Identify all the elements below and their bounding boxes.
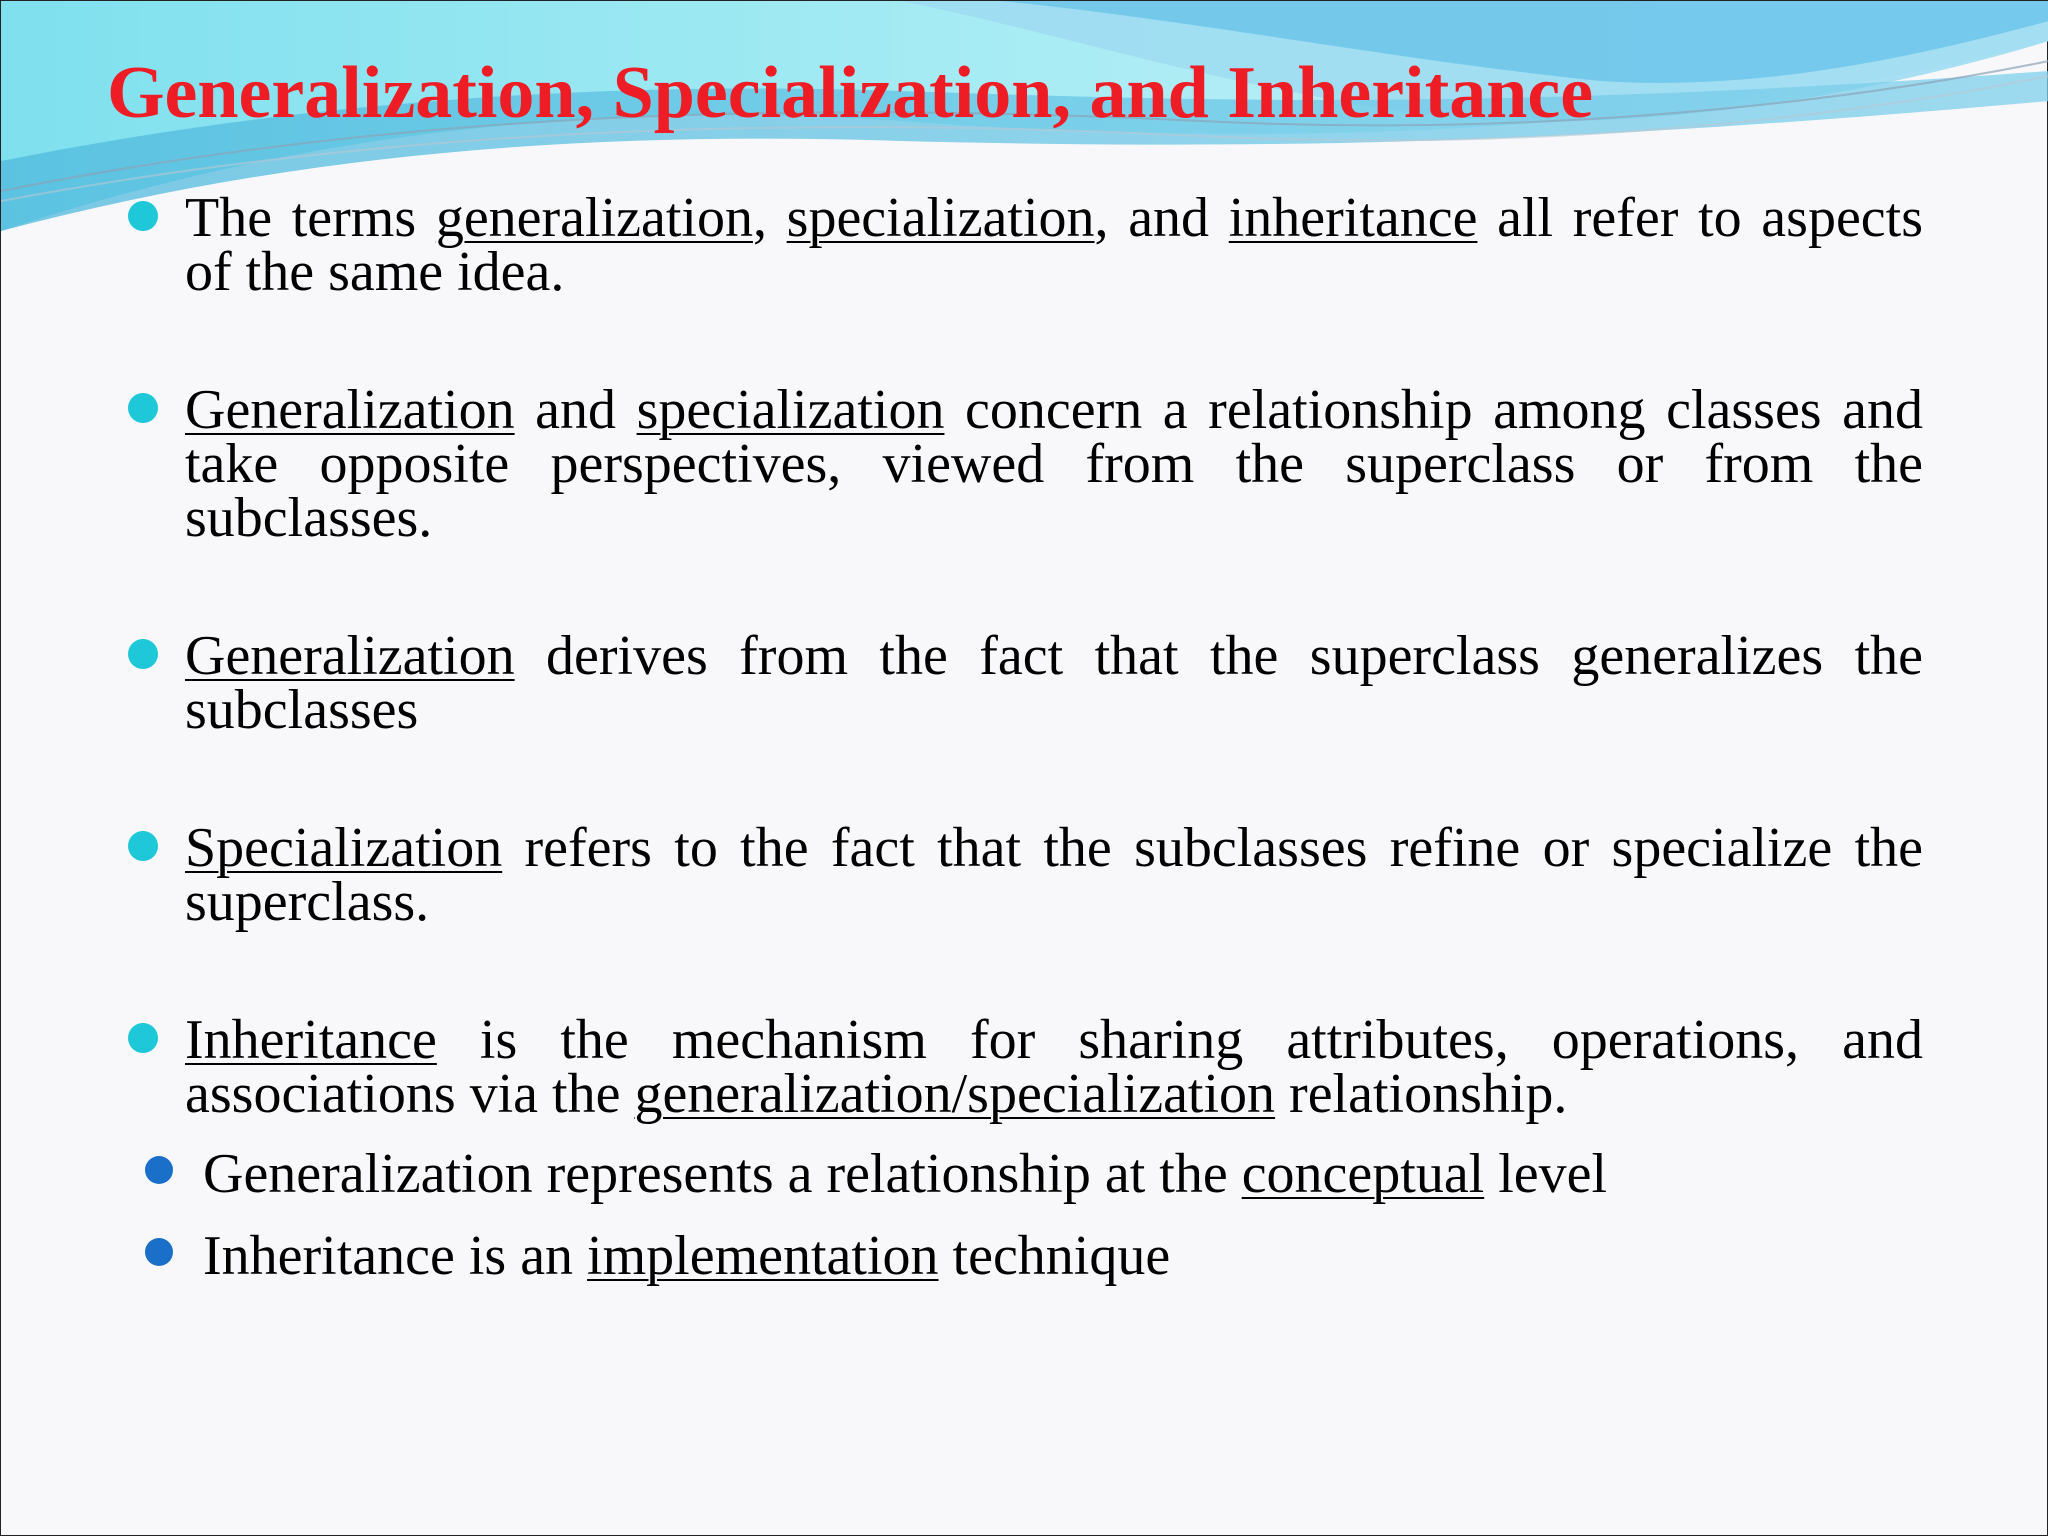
- bullet-icon: [128, 639, 158, 669]
- sub-bullet-text: Inheritance is an: [203, 1225, 588, 1287]
- bullet-item-specialization: [121, 817, 1923, 933]
- bullet-text: The terms generalization, specialization, and inheritance all refer to aspects of the same idea.: [185, 187, 1924, 303]
- bullet-item-terms: [121, 187, 1924, 303]
- bullet-text: Generalization and specialization concern a relationship among classes and take opposite perspectives, viewed from the superclass or from the subclasses.: [185, 379, 1923, 549]
- sub-bullet-text: level: [1484, 1143, 1608, 1205]
- sub-bullet-underlined: implementation: [587, 1225, 939, 1287]
- bullet-text: Specialization refers to the fact that the subclasses refine or specialize the superclass.: [185, 817, 1923, 933]
- bullet-icon: [128, 831, 158, 861]
- bullet-text: Generalization derives from the fact that the superclass generalizes the subclasses: [185, 625, 1923, 741]
- bullet-item-generalization: [121, 625, 1923, 741]
- sub-bullet-icon: [145, 1156, 173, 1184]
- bullet-icon: [128, 1023, 158, 1053]
- bullet-text: Inheritance is the mechanism for sharing attributes, operations, and associations via the generalization/specialization relationship.: [185, 1009, 1923, 1125]
- sub-bullet-text: Generalization represents a relationship at the: [203, 1143, 1242, 1205]
- sub-bullet-list: [121, 1143, 1923, 1287]
- bullet-item-inheritance: [121, 1009, 1923, 1125]
- bullet-icon: [128, 393, 158, 423]
- bullet-icon: [128, 201, 158, 231]
- bullet-list: [121, 187, 1924, 1287]
- slide-title: Generalization, Specialization, and Inheritance: [107, 52, 1594, 134]
- sub-bullet-text: technique: [938, 1225, 1171, 1287]
- sub-bullet-item-conceptual: [139, 1143, 1923, 1205]
- bullet-item-generalization-specialization: [121, 379, 1923, 549]
- sub-bullet-item-implementation: [139, 1225, 1923, 1287]
- sub-bullet-icon: [145, 1238, 173, 1266]
- sub-bullet-underlined: conceptual: [1241, 1143, 1485, 1205]
